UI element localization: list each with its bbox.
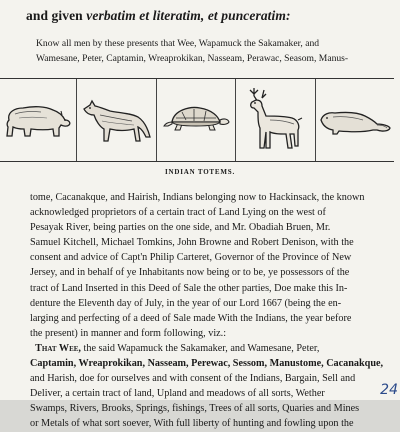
header-line	[26, 8, 396, 24]
body-line: denture the Eleventh day of July, in the year of our Lord 1667 (being the en-	[30, 297, 342, 309]
body-line: consent and advice of Capt'n Philip Carteret, Governor of the Province of New	[30, 252, 352, 264]
para2-lead: That Wee,	[35, 342, 81, 354]
totems-caption: INDIAN TOTEMS.	[164, 168, 236, 176]
para2-line: Captamin, Wreaprokikan, Nasseam, Perewac, Sessom, Manustome, Cacanakque,	[30, 358, 384, 370]
body-line: the present) in manner and form following, viz.:	[30, 327, 227, 339]
para2-first-rest: the said Wapamuck the Sakamaker, and Wamesane, Peter,	[80, 342, 320, 354]
beaver-icon	[317, 100, 393, 140]
page-number: 24	[380, 382, 398, 398]
header-latin: verbatim et literatim, et punceratim:	[86, 8, 291, 23]
header-prefix: and given	[26, 8, 87, 23]
para2-line: Swamps, Rivers, Brooks, Springs, fishings, Trees of all sorts, Quaries and Mines	[30, 403, 360, 415]
totem-cell-deer	[235, 79, 314, 161]
totem-cell-beaver	[315, 79, 394, 161]
totem-cell-turtle	[156, 79, 235, 161]
body-line: Samuel Kitchell, Michael Tomkins, John Browne and Robert Denison, with the	[30, 237, 354, 249]
para2-line: and Harish, doe for ourselves and with consent of the Indians, Bargain, Sell and	[30, 373, 356, 385]
body-line: Jersey, and in behalf of ye Inhabitants now being or to be, ye possessors of the	[30, 267, 350, 279]
bear-icon	[1, 98, 73, 142]
intro-paragraph	[36, 36, 376, 66]
body-line: tome, Cacanakque, and Hairish, Indians belonging now to Hackinsack, the known	[30, 192, 365, 203]
intro-line-1: Know all men by these presents that Wee, Wapamuck the Sakamaker, and	[36, 38, 320, 49]
body-line: larging and perfecting of a deed of Sale made With the Indians, the year before	[30, 312, 352, 324]
totem-cell-bear	[0, 79, 76, 161]
body-text	[30, 190, 384, 432]
deer-icon	[240, 84, 310, 156]
para2-first-line	[30, 341, 372, 356]
turtle-icon	[160, 100, 232, 140]
body-line: tract of Land Inserted in this Deed of Sale the other parties, Doe make this In-	[30, 282, 348, 294]
intro-line-2: Wamesane, Peter, Captamin, Wreaprokikan, Nasseam, Perawac, Seasom, Manus-	[36, 53, 349, 64]
para2-line: or Metals of what sort soever, With full liberty of hunting and fowling upon the	[30, 418, 354, 430]
body-line: Pesayak River, being parties on the one side, and Mr. Obadiah Bruen, Mr.	[30, 222, 331, 234]
para2-line: Deliver, a certain tract of land, Upland and meadows of all sorts, Wether	[30, 388, 325, 400]
body-line: acknowledged proprietors of a certain tract of Land Lying on the west of	[30, 207, 326, 219]
totem-strip	[0, 78, 394, 162]
wolf-icon	[80, 95, 154, 145]
totem-cell-wolf	[76, 79, 155, 161]
